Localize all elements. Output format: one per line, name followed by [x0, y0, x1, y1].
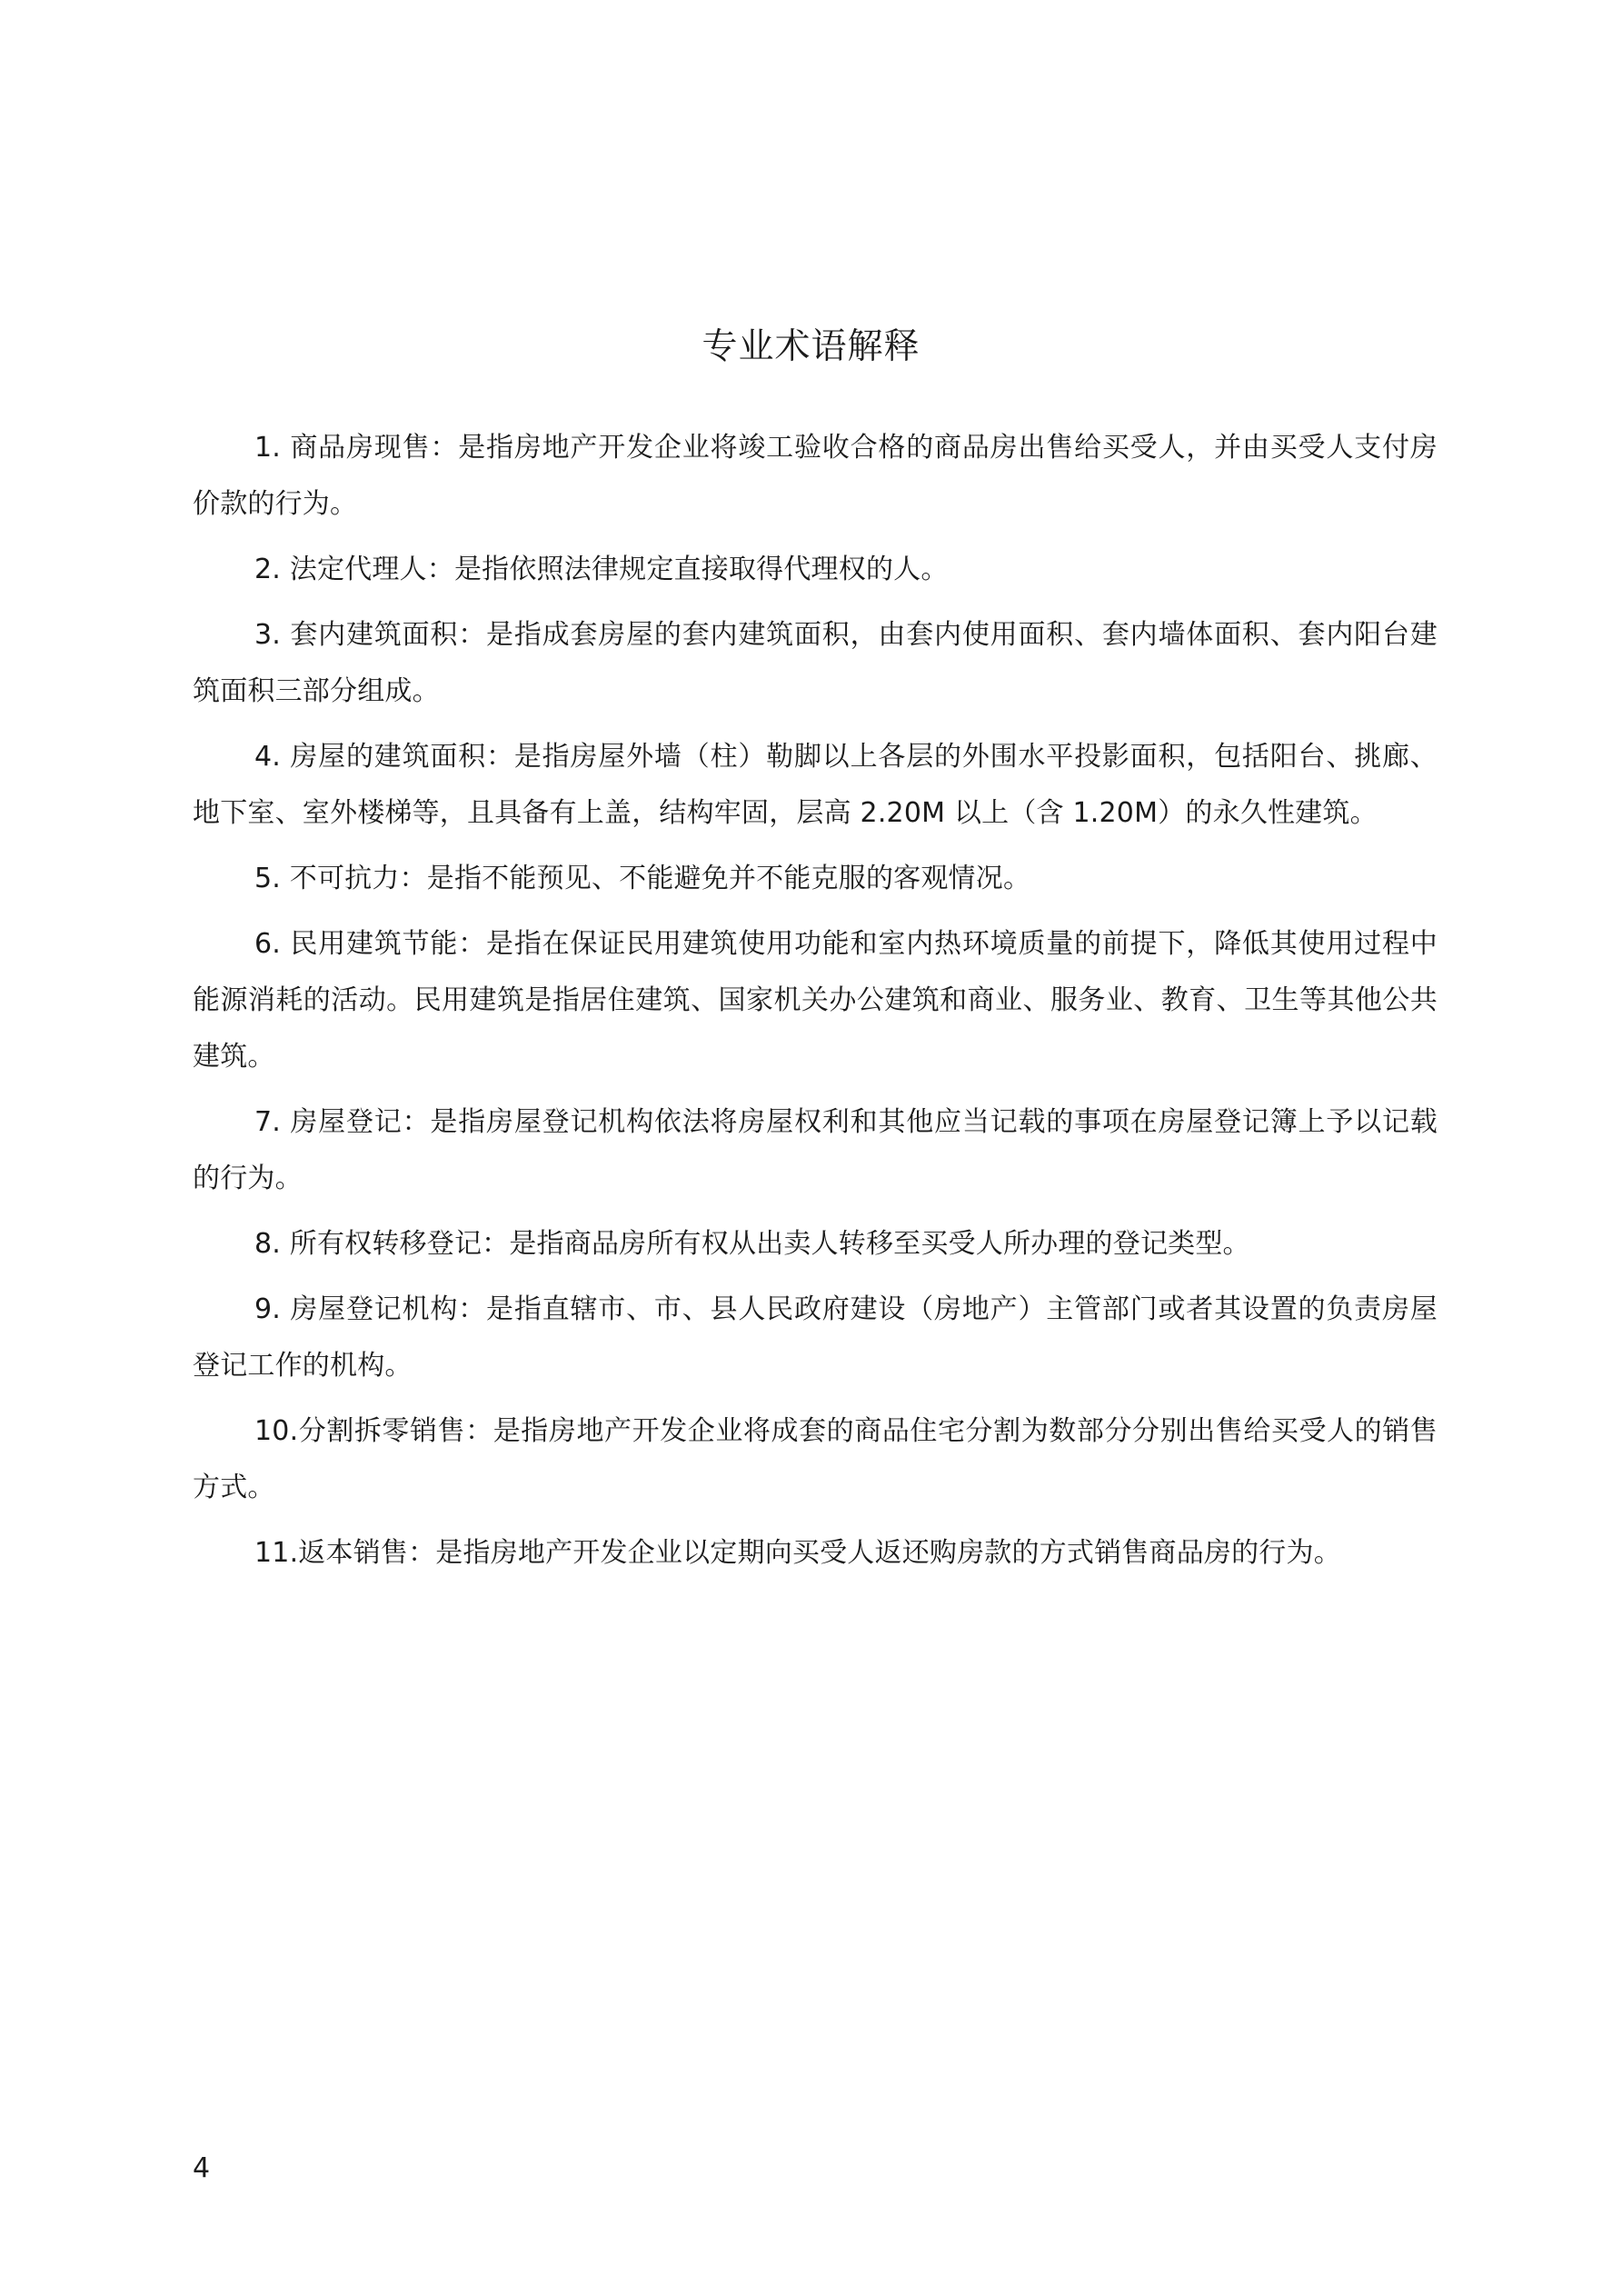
term-item: 9. 房屋登记机构：是指直辖市、市、县人民政府建设（房地产）主管部门或者其设置的负责房屋登记工作的机构。 [193, 1293, 1438, 1382]
page-title: 专业术语解释 [702, 326, 920, 367]
term-item: 7. 房屋登记：是指房屋登记机构依法将房屋权利和其他应当记载的事项在房屋登记簿上予以记载的行为。 [193, 1106, 1438, 1194]
terms-list [193, 420, 1438, 1591]
term-item: 4. 房屋的建筑面积：是指房屋外墙（柱）勒脚以上各层的外围水平投影面积，包括阳台、挑廊、地下室、室外楼梯等，且具备有上盖，结构牢固，层高 2.20M 以上（含 1.20M）的永久性建筑。 [193, 741, 1438, 829]
term-item: 10.分割拆零销售：是指房地产开发企业将成套的商品住宅分割为数部分分别出售给买受人的销售方式。 [193, 1415, 1438, 1503]
term-item: 3. 套内建筑面积：是指成套房屋的套内建筑面积，由套内使用面积、套内墙体面积、套内阳台建筑面积三部分组成。 [193, 619, 1438, 707]
term-item: 8. 所有权转移登记：是指商品房所有权从出卖人转移至买受人所办理的登记类型。 [254, 1228, 1250, 1260]
page-number: 4 [193, 2152, 211, 2184]
term-item: 2. 法定代理人：是指依照法律规定直接取得代理权的人。 [254, 554, 949, 585]
term-item: 5. 不可抗力：是指不能预见、不能避免并不能克服的客观情况。 [254, 863, 1031, 894]
term-item: 11.返本销售：是指房地产开发企业以定期向买受人返还购房款的方式销售商品房的行为。 [254, 1537, 1341, 1569]
term-item: 1. 商品房现售：是指房地产开发企业将竣工验收合格的商品房出售给买受人，并由买受人支付房价款的行为。 [193, 432, 1438, 520]
term-item: 6. 民用建筑节能：是指在保证民用建筑使用功能和室内热环境质量的前提下，降低其使用过程中能源消耗的活动。民用建筑是指居住建筑、国家机关办公建筑和商业、服务业、教育、卫生等其他公共建筑。 [193, 928, 1438, 1073]
